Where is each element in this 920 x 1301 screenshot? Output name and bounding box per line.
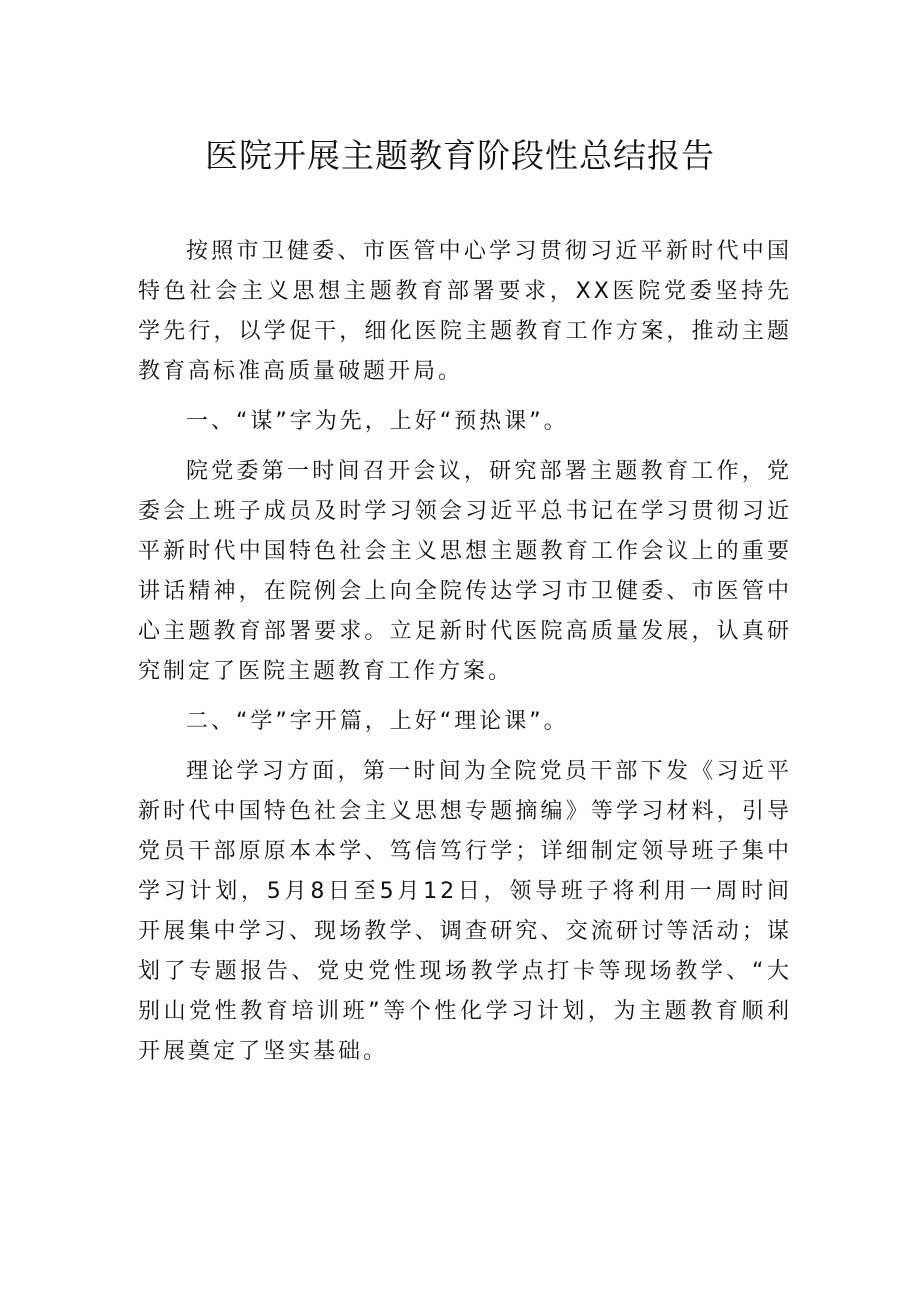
section-heading-2: 二、“学”字开篇，上好“理论课”。 [186,709,569,734]
document-body [138,232,792,1072]
paragraph-spacer [138,392,792,402]
paragraph-spacer [138,442,792,452]
section-2-paragraph: 理论学习方面，第一时间为全院党员干部下发《习近平新时代中国特色社会主义思想专题摘编》等学习材料，引导党员干部原原本本学、笃信笃行学；详细制定领导班子集中学习计划，5月8日至5月12日，领导班子将利用一周时间开展集中学习、现场教学、调查研究、交流研讨等活动；谋划了专题报告、党史党性现场教学点打卡等现场教学、“大别山党性教育培训班”等个性化学习计划，为主题教育顺利开展奠定了坚实基础。 [138,759,792,1064]
intro-paragraph: 按照市卫健委、市医管中心学习贯彻习近平新时代中国特色社会主义思想主题教育部署要求，XX医院党委坚持先学先行，以学促干，细化医院主题教育工作方案，推动主题教育高标准高质量破题开局。 [138,239,792,384]
document-title: 医院开展主题教育阶段性总结报告 [205,136,715,175]
section-1-paragraph: 院党委第一时间召开会议，研究部署主题教育工作，党委会上班子成员及时学习领会习近平总书记在学习贯彻习近平新时代中国特色社会主义思想主题教育工作会议上的重要讲话精神，在院例会上向全院传达学习市卫健委、市医管中心主题教育部署要求。立足新时代医院高质量发展，认真研究制定了医院主题教育工作方案。 [138,459,792,684]
paragraph-spacer [138,742,792,752]
section-heading-1: 一、“谋”字为先，上好“预热课”。 [186,409,569,434]
paragraph-spacer [138,692,792,702]
